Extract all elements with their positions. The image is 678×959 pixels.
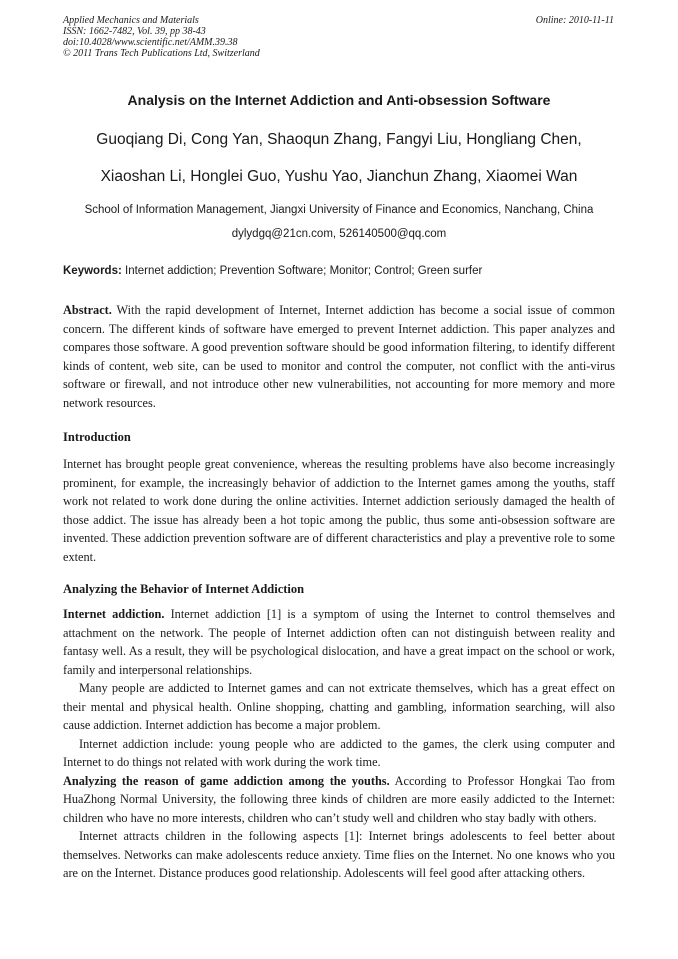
behavior-paragraph-5: Internet attracts children in the following aspects [1]: Internet brings adolescents to feel better about themselves. Networks can make adolescents reduce anxiety. Time flies on the Internet. No one knows who you are on the Internet. Distance produces good relationship. Adolescents will feel good after attacking others.: [63, 829, 615, 880]
behavior-heading: Analyzing the Behavior of Internet Addiction: [63, 582, 305, 596]
behavior-paragraph-2: Many people are addicted to Internet games and can not extricate themselves, which has a great effect on their mental and physical health. Online shopping, chatting and gambling, information searching, will also cause addiction. Internet addiction has become a major problem.: [63, 681, 615, 732]
author-emails: dylydgq@21cn.com, 526140500@qq.com: [231, 228, 447, 240]
journal-name: Applied Mechanics and Materials: [63, 15, 199, 26]
behavior-body: [63, 605, 615, 883]
abstract-text: With the rapid development of Internet, Internet addiction has become a social issue of common concern. The different kinds of software have emerged to prevent Internet addiction. This paper analyzes and compares those software. A good prevention software should be good information filtering, to identify different kinds of content, web site, can be used to monitor and control the computer, not conflict with the anti-virus software or firewall, and not introduce other new vulnerabilities, not accounting for more memory and more network resources.: [63, 303, 615, 410]
internet-addiction-label: Internet addiction.: [63, 607, 165, 621]
behavior-paragraph-3: Internet addiction include: young people who are addicted to the games, the clerk using computer and Internet to do things not related with work during the work time.: [63, 736, 615, 769]
online-date: Online: 2010-11-11: [535, 15, 614, 26]
keywords-text: Internet addiction; Prevention Software; Monitor; Control; Green surfer: [125, 265, 483, 277]
issn: ISSN: 1662-7482, Vol. 39, pp 38-43: [63, 26, 206, 37]
affiliation: School of Information Management, Jiangxi University of Finance and Economics, Nanchang, China: [84, 204, 594, 216]
authors-line-2: Xiaoshan Li, Honglei Guo, Yushu Yao, Jianchun Zhang, Xiaomei Wan: [100, 168, 578, 185]
game-addiction-label: Analyzing the reason of game addiction among the youths.: [63, 773, 390, 788]
doi: doi:10.4028/www.scientific.net/AMM.39.38: [63, 37, 238, 48]
behavior-paragraph-4: Analyzing the reason of game addiction among the youths. According to Professor Hongkai Tao from HuaZhong Normal University, the following three kinds of children are more easily addicted to the Internet: children who have no more interests, children who can’t study well and children who stay badly with others.: [63, 773, 616, 825]
paper-title: Analysis on the Internet Addiction and Anti-obsession Software: [127, 92, 551, 108]
keywords-label: Keywords:: [63, 265, 122, 277]
keywords: [63, 265, 615, 277]
introduction-heading: Introduction: [63, 430, 131, 444]
copyright: © 2011 Trans Tech Publications Ltd, Switzerland: [63, 48, 260, 59]
abstract: [63, 301, 615, 412]
journal-info: [63, 15, 260, 59]
introduction-body: [63, 455, 615, 566]
authors-line-1: Guoqiang Di, Cong Yan, Shaoqun Zhang, Fangyi Liu, Hongliang Chen,: [96, 131, 582, 148]
introduction-text: Internet has brought people great convenience, whereas the resulting problems have also become increasingly prominent, for example, the increasingly behavior of addiction to the Internet games among the youths, staff work not related to work done during the online activities. Internet addiction seriously damaged the health of those addict. The issue has already been a hot topic among the public, thus some anti-obsession software are invented. These addiction prevention software are of different characteristics and play a preventive role to some extent.: [63, 457, 615, 564]
behavior-paragraph-1: Internet addiction. Internet addiction [1] is a symptom of using the Internet to control themselves and attachment on the network. The people of Internet addiction often can not distinguish between reality and fantasy well. As a result, they will be psychological dislocation, and have a great impact on the school or work, family and interpersonal relationships.: [63, 607, 615, 677]
abstract-label: Abstract.: [63, 303, 112, 317]
